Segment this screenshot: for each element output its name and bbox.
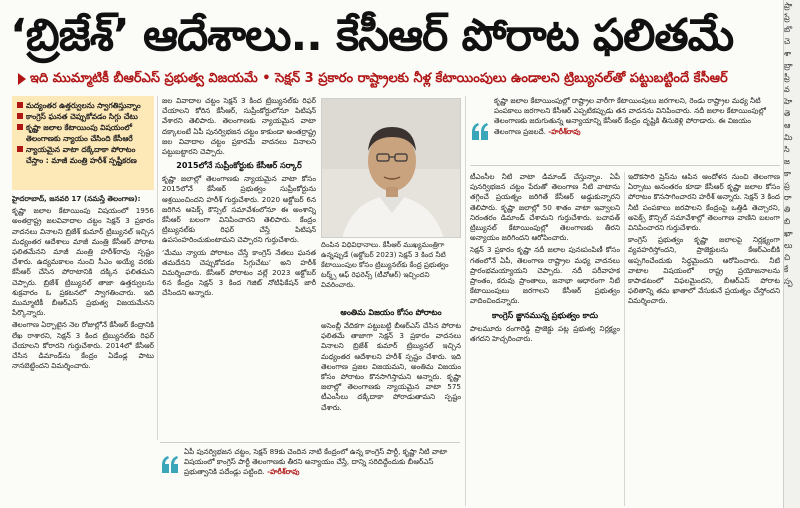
- article-column-4: [470, 172, 620, 506]
- article-headline: ‘బ్రిజేశ్’ ఆదేశాలు.. కేసీఆర్ పోరాట ఫలితమే: [10, 10, 734, 61]
- quote-text: కృష్ణా జలాల కేటాయింపుల్లో రాష్ట్రాల వారీగా కేటాయింపులు జరగాలని, రెండు రాష్ట్రాల మధ్య నీటి పంపకాలు జరగాలని కేసీఆర్ ఎప్పటికప్పుడు తన వాదనను వినిపించారు. నదీ జలాల కేటాయింపుల్లో తెలంగాణకు జరుగుతున్న అన్యాయాన్ని కేసీఆర్ కేంద్రం దృష్టికి తీసుకెళ్లి పోరాడారు. ఈ విజయం తెలంగాణ ప్రజలదే.: [494, 96, 766, 136]
- highlight-item: కృష్ణా జలాల కేటాయింపు విషయంలో తెలంగాణకు న్యాయం చేసింది కేసీఆరే: [17, 122, 149, 144]
- paragraph: కాంగ్రెస్ ప్రభుత్వం కృష్ణా జలాలపై నిర్లక్ష్యంగా వ్యవహరిస్తోందని, ప్రాజెక్టులను కేఆర్ఎంబీకి అప్పగించేందుకు సిద్ధమైందని ఆరోపించారు. నీటి వాటాల విషయంలో రాష్ట్ర ప్రయోజనాలను కాపాడటంలో విఫలమైందని, బీఆర్ఎస్ పోరాట ఫలితాన్ని తమ ఖాతాలో వేసుకునే ప్రయత్నం చేస్తోందని విమర్శించారు.: [628, 235, 780, 306]
- column-divider: [465, 96, 466, 506]
- section-heading: అంతిమ విజయం కోసం పోరాటం: [340, 308, 442, 317]
- section-heading: కాంగ్రెస్ ఙ్జానమున్న ప్రభుత్వం కాదు: [492, 310, 598, 320]
- photo-caption: దింపిన విధివిధానాలు. కేసీఆర్ ముఖ్యమంత్రిగా ఉన్నప్పుడే (అక్టోబర్ 2023) సెక్షన్ 3 కింద నీటి కేటాయింపుల కోసం ట్రిబ్యునల్‌కు కేంద్ర ప్రభుత్వం టర్మ్స్ ఆఫ్ రెఫరెన్స్ (టీవోఆర్) ఇచ్చిందని వివరించారు.: [321, 241, 449, 289]
- adjacent-article-strip: ప్రా ప్రే బొ చె శా బ్రా ప్రీ వ హె తె ఆ మి సి జ కా ప్ర రా తి బి ఖా లు చి కే స్ప: [783, 0, 800, 508]
- article-column-5: [628, 172, 780, 506]
- quote-author: -హరీశ్‌రావు: [267, 467, 300, 477]
- harish-rao-photo: [321, 98, 461, 238]
- paragraph: తెలంగాణ ఏర్పాటైన నెల రోజుల్లోనే కేసీఆర్ కేంద్రానికి లేఖ రాశారని, సెక్షన్ 3 కింద ట్రిబ్యునల్‌కు రిఫర్ చేయాలని కోరారని గుర్తుచేశారు. 2014లో కేసీఆర్ చేసిన డిమాండ్‌ను కేంద్రం ఏడేండ్ల పాటు నానబెట్టిందని విమర్శించారు.: [12, 320, 154, 371]
- arrow-bullet-icon: [18, 73, 26, 85]
- paragraph: పాలమూరు రంగారెడ్డి ప్రాజెక్టు పట్ల ప్రభుత్వ నిర్లక్ష్యం తగదని హెచ్చరించారు.: [470, 323, 620, 343]
- dateline: హైదరాబాద్, జనవరి 17 (నమస్తే తెలంగాణ):: [12, 194, 141, 203]
- highlight-item: కాంగ్రెస్ ఘనత చెప్పుకోవడం సిగ్గు చేటు: [17, 111, 149, 122]
- subhead-text: ఇది ముమ్మాటికీ బీఆర్ఎస్ ప్రభుత్వ విజయమే • సెక్షన్ 3 ప్రకారం రాష్ట్రాలకు నీళ్ల కేటాయింపులు ఉండాలని ట్రిబ్యునల్‌తో పట్టుబట్టిందే కేసీఆర్: [30, 71, 728, 86]
- square-bullet-icon: [17, 113, 23, 119]
- column-divider: [624, 172, 625, 506]
- article-column-2: [162, 96, 316, 440]
- square-bullet-icon: [17, 124, 23, 130]
- paragraph: ఇదొకసారి ప్రెస్‌ను ఆపిన ఆందోళన నుంచి తెలంగాణ ఏర్పాటు అనంతరం కూడా కేసీఆర్ కృష్ణా జలాల కోసం పోరాటం కొనసాగించారని హరీశ్ అన్నారు. సెక్షన్ 3 కింద నీటి పంపకాలు జరపాలని కేంద్రంపై ఒత్తిడి తెచ్చారని, అపెక్స్ కౌన్సిల్ సమావేశాల్లో తెలంగాణ వాణిని బలంగా వినిపించారని గుర్తుచేశారు.: [628, 172, 780, 233]
- pull-quote-top: [470, 96, 780, 166]
- highlight-item: న్యాయమైన వాటా దక్కేదాకా పోరాటం చేస్తాం : మాజీ మంత్రి హరీశ్ స్పష్టీకరణ: [17, 144, 149, 166]
- highlight-item: మద్యంతర ఉత్తర్వులను స్వాగతిస్తున్నాం: [17, 100, 149, 111]
- portrait-image: [322, 99, 461, 238]
- square-bullet-icon: [17, 146, 23, 152]
- paragraph: జల వివాదాల చట్టం సెక్షన్ 3 కింద ట్రిబ్యునల్‌కు రిఫర్ చేయాలని కోరిన కేసీఆర్, సుప్రీంకోర్టులోనూ పిటిషన్ వేశారని తెలిపారు. తెలంగాణకు న్యాయమైన వాటా దక్కాలంటే ఏపీ పునర్విభజన చట్టం కాకుండా అంతర్రాష్ట్ర జల వివాదాల చట్టం ప్రకారమే వాదనలు వినాలని పట్టుబట్టారని చెప్పారు.: [162, 96, 316, 157]
- article-column-3: [321, 304, 461, 440]
- pull-quote-bottom: [160, 442, 460, 504]
- paragraph: టీఎంసీల నీటి వాటా డిమాండ్ చేస్తున్నాం. ఏపీ పునర్విభజన చట్టం పేరుతో తెలంగాణ నీటి వాటాను తగ్గించే ప్రయత్నం జరిగితే కేసీఆర్ అడ్డుకున్నారని తెలిపారు. కృష్ణా జలాల్లో 50 శాతం వాటా ఇవ్వాలని నిరంతరం డిమాండ్ చేశామని గుర్తుచేశారు. బచావత్ ట్రిబ్యునల్ కేటాయింపుల్లో తెలంగాణకు తీరని అన్యాయం జరిగిందని ఆరోపించారు.: [470, 172, 620, 243]
- quote-mark-icon: [470, 122, 490, 140]
- quote-author: -హరీశ్‌రావు: [548, 126, 581, 136]
- section-heading: 2015లోనే సుప్రీంకోర్టుకు కేసీఆర్ సర్కార్: [176, 161, 302, 171]
- paragraph: కృష్ణా జలాల్లో తెలంగాణకు న్యాయమైన వాటా కోసం 2015లోనే కేసీఆర్ ప్రభుత్వం సుప్రీంకోర్టును ఆశ్రయించిందని హరీశ్ గుర్తుచేశారు. 2020 అక్టోబర్ 6న జరిగిన అపెక్స్ కౌన్సిల్ సమావేశంలోనూ ఈ అంశాన్ని కేసీఆర్ బలంగా వినిపించారని తెలిపారు. కేంద్రం ట్రిబ్యునల్‌కు రిఫర్ చేస్తే పిటిషన్ ఉపసంహరించుకుంటామని చెప్పారని గుర్తుచేశారు.: [162, 174, 316, 245]
- quote-mark-icon: [160, 455, 180, 473]
- paragraph: ‘మేము న్యాయ పోరాటం చేస్తే కాంగ్రెస్ నేతలు ఘనత తమదేనని చెప్పుకోవడం సిగ్గుచేటు’ అని హరీశ్ విమర్శించారు. కేసీఆర్ పోరాటం వల్లే 2023 అక్టోబర్ 6న కేంద్రం సెక్షన్ 3 కింద గెజిట్ నోటిఫికేషన్ జారీ చేసిందని అన్నారు.: [162, 247, 316, 298]
- paragraph: కృష్ణా జలాల కేటాయింపు విషయంలో 1956 అంతర్రాష్ట్ర జలవివాదాల చట్టం సెక్షన్ 3 ప్రకారం వాదనలు వినాలని బ్రిజేశ్ కుమార్ ట్రిబ్యునల్ ఇచ్చిన మధ్యంతర ఆదేశాలు మాజీ మంత్రి కేసీఆర్ పోరాట ఫలితమేనని మాజీ మంత్రి హరీశ్‌రావు స్పష్టం చేశారు. ఉద్యమకాలం నుంచి సీఎం అయ్యే వరకు కేసీఆర్ చేసిన పోరాటానికి దక్కిన ఫలితమని చెప్పారు. బ్రిజేశ్ ట్రిబ్యునల్ తాజా ఉత్తర్వులను శుక్రవారం ఓ ప్రకటనలో స్వాగతించారు. ఇది ముమ్మాటికీ బీఆర్ఎస్ ప్రభుత్వ విజయమేనని పేర్కొన్నారు.: [12, 206, 154, 318]
- paragraph: అసెంబ్లీ వేదికగా పట్టుబట్టి బీఆర్ఎస్ చేసిన పోరాట ఫలితమే తాజాగా సెక్షన్ 3 ప్రకారం వాదనలు వినాలని బ్రిజేశ్ కుమార్ ట్రిబ్యునల్ ఇచ్చిన మధ్యంతర ఆదేశాలని హరీశ్ స్పష్టం చేశారు. ఇది తెలంగాణ ప్రజల విజయమని, అంతిమ విజయం కోసం పోరాటం కొనసాగిస్తామని అన్నారు. కృష్ణా జలాల్లో తెలంగాణకు న్యాయమైన వాటా 575 టీఎంసీలు దక్కేదాకా పోరాడుతామని స్పష్టం చేశారు.: [321, 321, 461, 412]
- article-subhead: [18, 68, 780, 90]
- quote-text: ఏపీ పునర్విభజన చట్టం, సెక్షన్ 89కు చెందిన నాటి కేంద్రంలో ఉన్న కాంగ్రెస్ పార్టీ, కృష్ణా నీటి వాటా విషయంలో కాంగ్రెస్ పార్టీ తెలంగాణకు తీరని అన్యాయం చేస్తే, దాన్ని సరిదిద్దేందుకు బీఆర్ఎస్ ప్రభుత్వానికి పదేండ్లు పట్టింది.: [184, 447, 448, 477]
- column-divider: [157, 96, 158, 440]
- highlights-box: [12, 96, 154, 190]
- paragraph: సెక్షన్ 3 ప్రకారం కృష్ణా నదీ జలాల పునఃపంపిణీ కోసం గతంలోనే ఏపీ, తెలంగాణ రాష్ట్రాల మధ్య వాదనలు ప్రారంభమయ్యాయని చెప్పారు. నదీ పరీవాహక ప్రాంతం, కరువు ప్రాంతాలు, జనాభా ఆధారంగా నీటి కేటాయింపులు జరగాలని కేసీఆర్ ప్రభుత్వం వాదించిందన్నారు.: [470, 245, 620, 306]
- square-bullet-icon: [17, 102, 23, 108]
- article-column-1: [12, 194, 154, 504]
